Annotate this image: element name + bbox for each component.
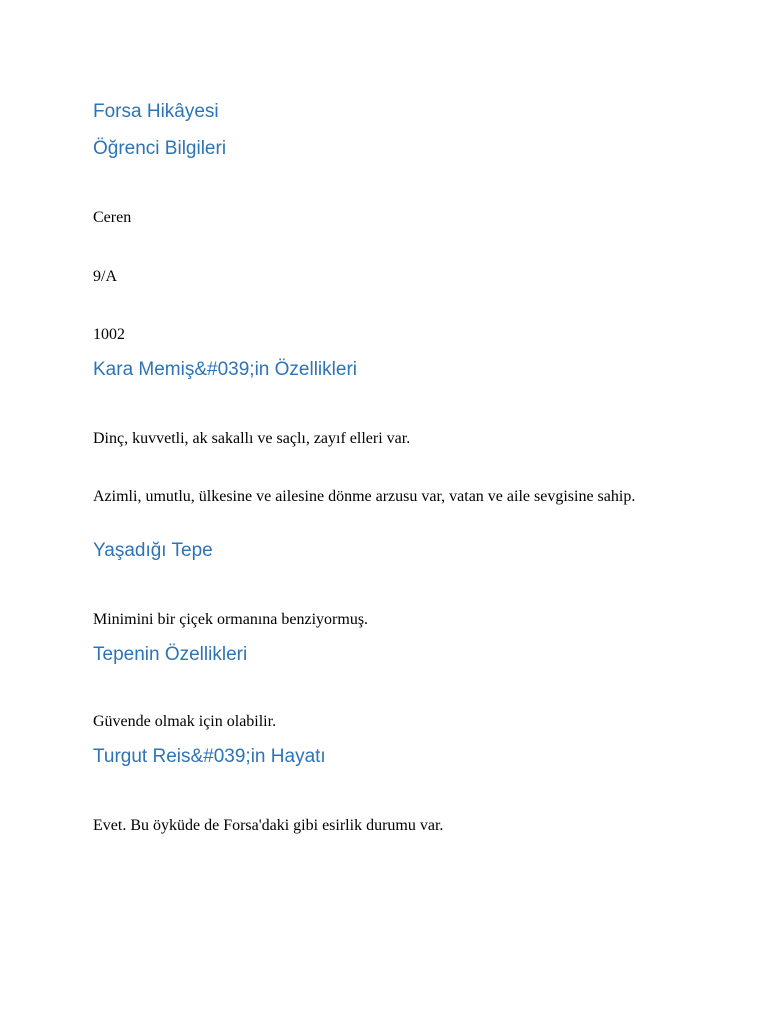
section-heading-tepenin-ozellikleri: Tepenin Özellikleri: [93, 644, 248, 665]
student-info-heading: Öğrenci Bilgileri: [93, 138, 227, 159]
section-heading-yasadigi-tepe: Yaşadığı Tepe: [93, 540, 213, 561]
section-paragraph: Güvende olmak için olabilir.: [93, 713, 277, 730]
section-paragraph: Evet. Bu öyküde de Forsa'daki gibi esirlik durumu var.: [93, 817, 444, 834]
section-paragraph: Azimli, umutlu, ülkesine ve ailesine dönme arzusu var, vatan ve aile sevgisine sahip.: [93, 488, 636, 505]
section-heading-turgut-reis: Turgut Reis&#039;in Hayatı: [93, 746, 326, 767]
section-paragraph: Dinç, kuvvetli, ak sakallı ve saçlı, zayıf elleri var.: [93, 430, 411, 447]
student-number: 1002: [93, 326, 125, 343]
student-name: Ceren: [93, 209, 132, 226]
student-class: 9/A: [93, 268, 117, 285]
document-title: Forsa Hikâyesi: [93, 101, 219, 122]
section-heading-kara-memis: Kara Memiş&#039;in Özellikleri: [93, 359, 357, 380]
section-paragraph: Minimini bir çiçek ormanına benziyormuş.: [93, 611, 369, 628]
